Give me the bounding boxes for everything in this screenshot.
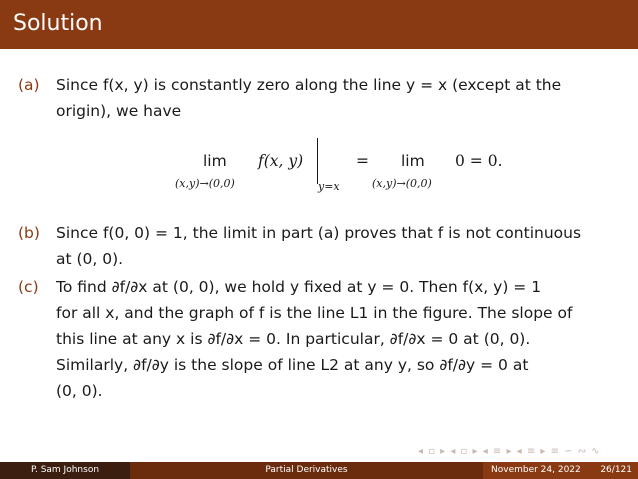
slide-title-bar bbox=[0, 0, 638, 49]
item-b bbox=[18, 220, 618, 272]
limit-subscript-right: (x,y)→(0,0) bbox=[372, 177, 432, 190]
item-c-line-4: Similarly, ∂f/∂y is the slope of line L2 at any y, so ∂f/∂y = 0 at bbox=[56, 356, 529, 374]
item-a-line-1: Since f(x, y) is constantly zero along the line y = x (except at the bbox=[56, 76, 562, 94]
footer-topic: Partial Derivatives bbox=[130, 462, 483, 479]
item-c bbox=[18, 274, 618, 404]
item-c-line-3: this line at any x is ∂f/∂x = 0. In particular, ∂f/∂x = 0 at (0, 0). bbox=[56, 330, 531, 348]
equals-sign: = bbox=[356, 152, 369, 170]
footer-author: P. Sam Johnson bbox=[0, 462, 130, 479]
beamer-navigation-icons[interactable]: ◂ ▫ ▸ ◂ ▫ ▸ ◂ ≡ ▸ ◂ ≡ ▸ ≡ ∽ ∾ ∿ bbox=[418, 446, 601, 457]
item-a-line-2: origin), we have bbox=[56, 102, 182, 120]
evaluation-subscript: y=x bbox=[318, 180, 340, 193]
item-b-line-1: Since f(0, 0) = 1, the limit in part (a) proves that f is not continuous bbox=[56, 224, 582, 242]
footer-date-page bbox=[483, 462, 638, 479]
slide-title: Solution bbox=[13, 11, 103, 36]
item-b-line-2: at (0, 0). bbox=[56, 250, 124, 268]
limit-word-left: lim bbox=[203, 152, 227, 170]
item-c-line-1: To find ∂f/∂x at (0, 0), we hold y fixed at y = 0. Then f(x, y) = 1 bbox=[56, 278, 542, 296]
item-c-line-2: for all x, and the graph of f is the line L1 in the figure. The slope of bbox=[56, 304, 573, 322]
footer-date: November 24, 2022 bbox=[491, 465, 581, 475]
right-hand-side: 0 = 0. bbox=[455, 152, 503, 170]
limit-display-equation bbox=[18, 138, 618, 206]
slide-footer bbox=[0, 462, 638, 479]
function-expression: f(x, y) bbox=[258, 152, 304, 170]
item-a bbox=[18, 72, 618, 124]
limit-word-right: lim bbox=[401, 152, 425, 170]
item-a-label: (a) bbox=[18, 76, 40, 94]
footer-page-number: 26/121 bbox=[600, 465, 632, 475]
item-c-line-5: (0, 0). bbox=[56, 382, 103, 400]
limit-subscript-left: (x,y)→(0,0) bbox=[175, 177, 235, 190]
item-b-label: (b) bbox=[18, 224, 40, 242]
solution-content bbox=[18, 72, 618, 404]
item-c-label: (c) bbox=[18, 278, 39, 296]
